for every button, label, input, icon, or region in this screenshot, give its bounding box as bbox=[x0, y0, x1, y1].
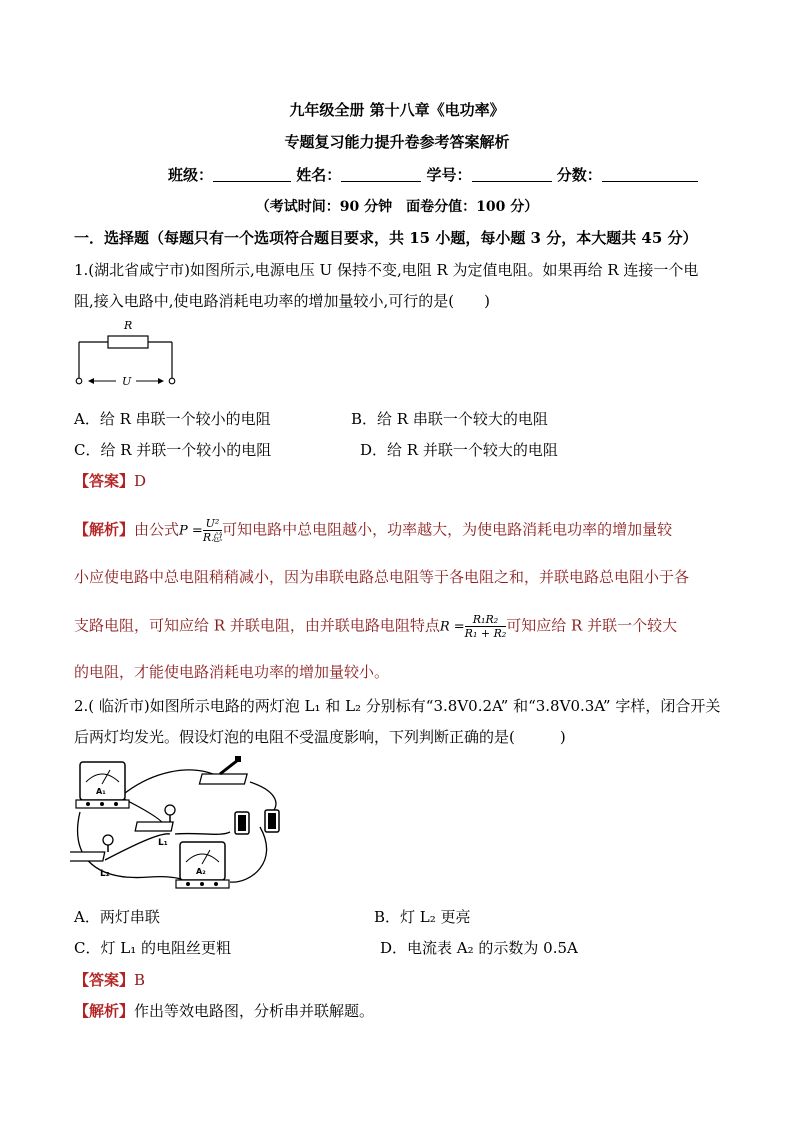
q1-analysis-line2: 小应使电路中总电阻稍稍减小，因为串联电路总电阻等于各电阻之和，并联电路总电阻小于各 bbox=[74, 568, 690, 586]
lamp-l1 bbox=[135, 805, 175, 848]
q1-analysis-line4: 的电阻，才能使电路消耗电功率的增加量较小。 bbox=[74, 663, 390, 681]
q1-formula-fraction bbox=[203, 517, 222, 544]
q1-answer-tag: 【答案】 bbox=[74, 472, 135, 490]
q2-option-d[interactable]: D．电流表 A₂ 的示数为 0.5A bbox=[380, 939, 578, 957]
class-label: 班级： bbox=[168, 166, 214, 184]
q2-analysis-text: 作出等效电路图，分析串并联解题。 bbox=[134, 1002, 375, 1020]
document-subtitle: 专题复习能力提升卷参考答案解析 bbox=[284, 133, 510, 151]
q1-formula2-lhs: R = bbox=[439, 619, 465, 635]
q2-circuit-figure bbox=[70, 752, 300, 894]
fig-label-a2: A₂ bbox=[196, 867, 206, 876]
q2-analysis-tag: 【解析】 bbox=[74, 1002, 135, 1020]
q1-analysis-line1 bbox=[74, 517, 672, 544]
q1-formula-lhs: P = bbox=[179, 523, 203, 539]
q1-option-b[interactable]: B．给 R 串联一个较大的电阻 bbox=[351, 410, 548, 428]
q2-answer-value: B bbox=[134, 971, 146, 989]
q1-formula2-num: R₁R₂ bbox=[465, 613, 507, 627]
fig-label-l2: L₂ bbox=[100, 869, 110, 879]
q1-formula2-den: R₁ + R₂ bbox=[464, 627, 507, 640]
q2-answer-tag: 【答案】 bbox=[74, 971, 135, 989]
q1-fig-label-u: U bbox=[122, 375, 132, 388]
q1-analysis-text: 支路电阻，可知应给 R 并联电阻，由并联电路电阻特点 bbox=[74, 616, 440, 635]
q1-option-d[interactable]: D．给 R 并联一个较大的电阻 bbox=[360, 441, 558, 459]
q1-answer bbox=[74, 471, 146, 491]
q2-option-b[interactable]: B．灯 L₂ 更亮 bbox=[374, 908, 471, 926]
q1-stem-line2: 阻,接入电路中,使电路消耗电功率的增加量较小,可行的是( ) bbox=[74, 292, 491, 310]
fig-label-a1: A₁ bbox=[96, 787, 106, 796]
q1-stem-line1: 1.(湖北省咸宁市)如图所示,电源电压 U 保持不变,电阻 R 为定值电阻。如果再给 R 连接一个电 bbox=[74, 261, 699, 279]
id-blank[interactable] bbox=[472, 167, 552, 182]
document-title: 九年级全册 第十八章《电功率》 bbox=[289, 101, 505, 119]
q1-fig-label-r: R bbox=[124, 319, 133, 332]
name-label: 姓名： bbox=[296, 166, 342, 184]
q1-analysis-text: 由公式 bbox=[134, 520, 180, 539]
switch bbox=[199, 756, 247, 784]
exam-info: （考试时间：90 分钟 面卷分值：100 分） bbox=[255, 199, 539, 215]
q1-option-c[interactable]: C．给 R 并联一个较小的电阻 bbox=[74, 441, 272, 459]
q1-analysis-line3 bbox=[74, 613, 677, 640]
q1-option-a[interactable]: A．给 R 串联一个较小的电阻 bbox=[74, 410, 271, 428]
q1-analysis-tag: 【解析】 bbox=[74, 520, 135, 539]
fig-label-l1: L₁ bbox=[158, 838, 168, 848]
q1-formula2-fraction bbox=[465, 613, 507, 640]
q1-answer-value: D bbox=[134, 472, 147, 490]
terminal-right bbox=[169, 378, 175, 384]
q1-circuit-figure bbox=[72, 318, 182, 390]
name-blank[interactable] bbox=[341, 167, 421, 182]
resistor-symbol bbox=[108, 336, 148, 348]
id-label: 学号： bbox=[426, 166, 472, 184]
section-heading: 一．选择题（每题只有一个选项符合题目要求，共 15 小题，每小题 3 分，本大题共 45 分） bbox=[74, 229, 698, 247]
q1-formula-num: U² bbox=[203, 517, 222, 531]
ammeter-a1 bbox=[76, 762, 129, 808]
q2-analysis bbox=[74, 1001, 374, 1021]
q1-analysis-text: 可知应给 R 并联一个较大 bbox=[506, 616, 678, 635]
q2-option-c[interactable]: C．灯 L₁ 的电阻丝更粗 bbox=[74, 939, 231, 957]
battery bbox=[235, 810, 279, 834]
q1-formula-den: R总 bbox=[202, 531, 223, 544]
score-blank[interactable] bbox=[602, 167, 698, 182]
score-label: 分数： bbox=[556, 166, 602, 184]
lamp-l2 bbox=[70, 835, 113, 879]
q2-answer bbox=[74, 970, 145, 990]
ammeter-a2 bbox=[176, 842, 229, 888]
q2-stem-line1: 2.( 临沂市)如图所示电路的两灯泡 L₁ 和 L₂ 分别标有“3.8V0.2A” 和“3.8V0.3A” 字样，闭合开关 bbox=[74, 697, 721, 715]
class-blank[interactable] bbox=[213, 167, 291, 182]
student-info-line bbox=[168, 164, 698, 185]
terminal-left bbox=[76, 378, 82, 384]
q1-analysis-text: 可知电路中总电阻越小，功率越大，为使电路消耗电功率的增加量较 bbox=[222, 520, 673, 539]
q2-stem-line2: 后两灯均发光。假设灯泡的电阻不受温度影响，下列判断正确的是( ) bbox=[74, 728, 566, 746]
q2-option-a[interactable]: A．两灯串联 bbox=[74, 908, 160, 926]
